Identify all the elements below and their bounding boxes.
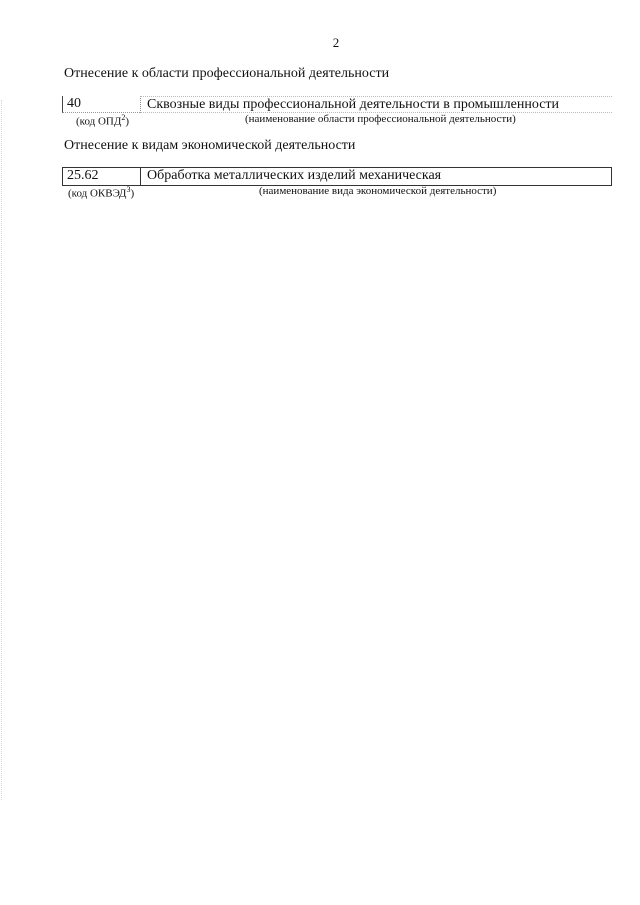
opd-section-heading: Отнесение к области профессиональной деятельности: [64, 66, 390, 81]
opd-code-caption-footnote: 2: [121, 113, 126, 122]
okved-code-row: [62, 167, 612, 186]
okved-code-caption-close: ): [130, 187, 135, 200]
opd-code-value: 40: [62, 96, 140, 113]
okved-code-caption-text: (код ОКВЭД: [68, 187, 127, 200]
opd-code-caption-close: ): [125, 115, 130, 128]
opd-name-value: Сквозные виды профессиональной деятельности в промышленности: [140, 96, 612, 113]
opd-code-row: [62, 96, 612, 113]
okved-section-heading: Отнесение к видам экономической деятельности: [64, 138, 356, 153]
okved-code-caption-footnote: 3: [126, 185, 131, 194]
okved-code-value: 25.62: [63, 168, 141, 185]
scan-margin-mark: [1, 100, 3, 800]
okved-name-value: Обработка металлических изделий механическая: [147, 168, 442, 183]
opd-code-caption: [76, 113, 129, 128]
okved-code-caption: [68, 185, 134, 200]
page-number: 2: [332, 35, 340, 50]
okved-name-caption: (наименование вида экономической деятельности): [259, 185, 497, 197]
opd-name-caption: (наименование области профессиональной деятельности): [245, 113, 516, 125]
opd-code-caption-text: (код ОПД: [76, 115, 122, 128]
